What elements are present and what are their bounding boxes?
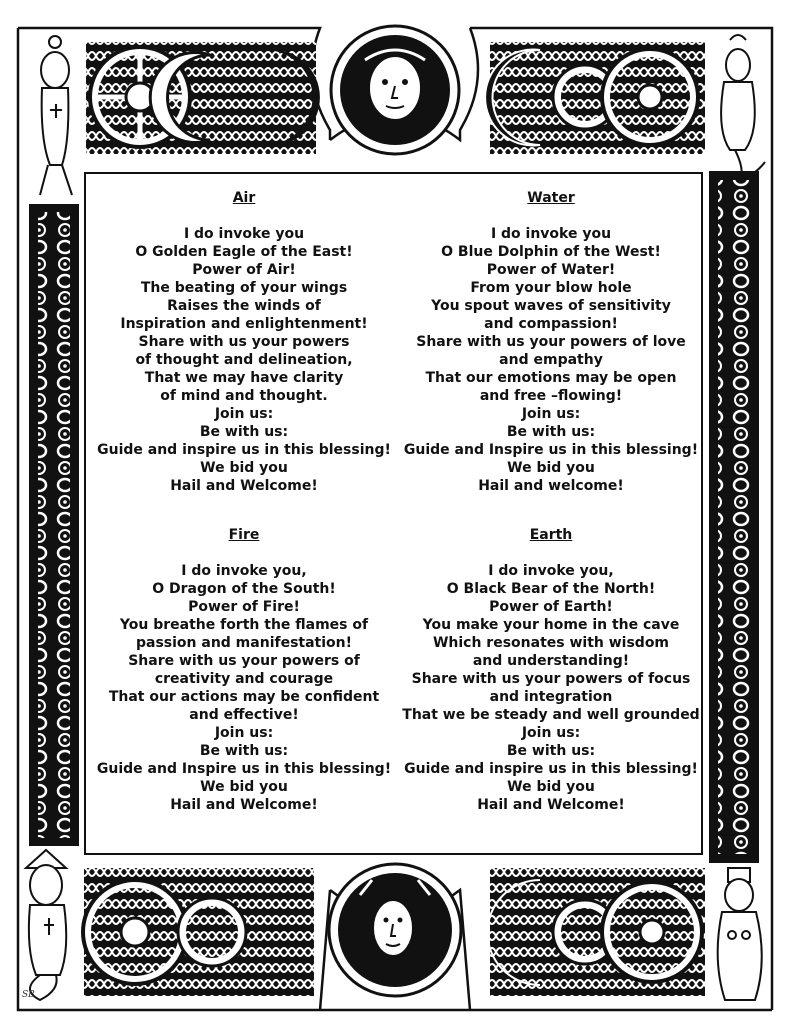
- stanza-line: and empathy: [499, 352, 603, 368]
- figure-icon: [40, 36, 72, 195]
- stanza-line: I do invoke you: [183, 226, 305, 242]
- stanza-line: Hail and welcome!: [478, 478, 624, 494]
- stanza-line: We bid you: [507, 779, 595, 795]
- stanza-line: of mind and thought.: [160, 388, 328, 404]
- figure-icon: [26, 850, 66, 1000]
- stanza-line: Share with us your powers of love: [416, 334, 686, 350]
- stanza-line: I do invoke you,: [181, 563, 307, 579]
- stanza-line: Power of Air!: [192, 262, 296, 278]
- stanza-line: Join us:: [521, 725, 581, 741]
- stanza-line: Hail and Welcome!: [170, 478, 318, 494]
- stanza-line: and integration: [489, 689, 613, 705]
- stanza-line: We bid you: [200, 779, 288, 795]
- stanza-water: [401, 189, 701, 495]
- stanza-line: We bid you: [507, 460, 595, 476]
- stanza-line: Share with us your powers of focus: [411, 671, 691, 687]
- stanza-line: and understanding!: [472, 653, 630, 669]
- stanza-line: From your blow hole: [470, 280, 632, 296]
- stanza-line: Raises the winds of: [167, 298, 321, 314]
- figure-icon: [718, 868, 762, 1000]
- stanza-line: That our actions may be confident: [108, 689, 380, 705]
- stanza-line: Hail and Welcome!: [477, 797, 625, 813]
- stanza-line: passion and manifestation!: [135, 635, 353, 651]
- stanza-line: O Blue Dolphin of the West!: [441, 244, 661, 260]
- top-right-ornament: [485, 42, 705, 154]
- stanza-line: Inspiration and enlightenment!: [120, 316, 368, 332]
- stanza-line: I do invoke you,: [488, 563, 614, 579]
- stanza-line: We bid you: [200, 460, 288, 476]
- stanza-line: That we be steady and well grounded: [402, 707, 700, 723]
- stanza-line: Be with us:: [506, 424, 596, 440]
- stanza-line: Hail and Welcome!: [170, 797, 318, 813]
- stanza-title: Water: [527, 190, 575, 206]
- artist-signature: SB: [22, 990, 35, 1000]
- stanza-air: [94, 189, 394, 495]
- stanza-line: I do invoke you: [490, 226, 612, 242]
- stanza-line: Guide and Inspire us in this blessing!: [403, 442, 699, 458]
- stanza-line: creativity and courage: [154, 671, 334, 687]
- stanza-line: Join us:: [214, 725, 274, 741]
- right-serpent-band: [710, 172, 758, 862]
- face-medallion-icon: [331, 26, 459, 154]
- left-serpent-band: [30, 205, 78, 845]
- stanza-fire: [94, 526, 394, 814]
- bottom-right-ornament: [488, 868, 705, 996]
- stanza-line: Be with us:: [199, 424, 289, 440]
- stanza-line: Join us:: [214, 406, 274, 422]
- stanza-line: Share with us your powers: [138, 334, 350, 350]
- stanza-line: and compassion!: [484, 316, 618, 332]
- stanza-line: Guide and Inspire us in this blessing!: [96, 761, 392, 777]
- stanza-line: That our emotions may be open: [425, 370, 677, 386]
- stanza-line: Power of Water!: [486, 262, 616, 278]
- stanza-line: O Black Bear of the North!: [446, 581, 656, 597]
- stanza-line: You spout waves of sensitivity: [431, 298, 671, 314]
- stanza-line: O Dragon of the South!: [152, 581, 336, 597]
- stanza-line: Guide and inspire us in this blessing!: [404, 761, 698, 777]
- stanza-line: Share with us your powers of: [128, 653, 360, 669]
- stanza-line: O Golden Eagle of the East!: [135, 244, 353, 260]
- stanza-title: Fire: [228, 527, 260, 543]
- stanza-line: Be with us:: [506, 743, 596, 759]
- stanza-line: You make your home in the cave: [422, 617, 680, 633]
- stanza-line: of thought and delineation,: [135, 352, 353, 368]
- stanza-title: Earth: [529, 527, 573, 543]
- stanza-line: Be with us:: [199, 743, 289, 759]
- stanza-line: That we may have clarity: [144, 370, 344, 386]
- stanza-line: The beating of your wings: [140, 280, 348, 296]
- stanza-line: You breathe forth the flames of: [119, 617, 369, 633]
- top-left-ornament: [86, 42, 320, 154]
- stanza-line: Which resonates with wisdom: [432, 635, 670, 651]
- bottom-left-ornament: [83, 868, 318, 996]
- figure-icon: [721, 35, 765, 180]
- stanza-line: Power of Earth!: [489, 599, 613, 615]
- stanza-line: and effective!: [189, 707, 299, 723]
- stanza-line: Guide and inspire us in this blessing!: [97, 442, 391, 458]
- stanza-title: Air: [232, 190, 256, 206]
- stanza-line: Join us:: [521, 406, 581, 422]
- stanza-line: and free –flowing!: [479, 388, 623, 404]
- face-medallion-icon: [329, 864, 461, 996]
- stanza-earth: [401, 526, 701, 814]
- stanza-line: Power of Fire!: [188, 599, 300, 615]
